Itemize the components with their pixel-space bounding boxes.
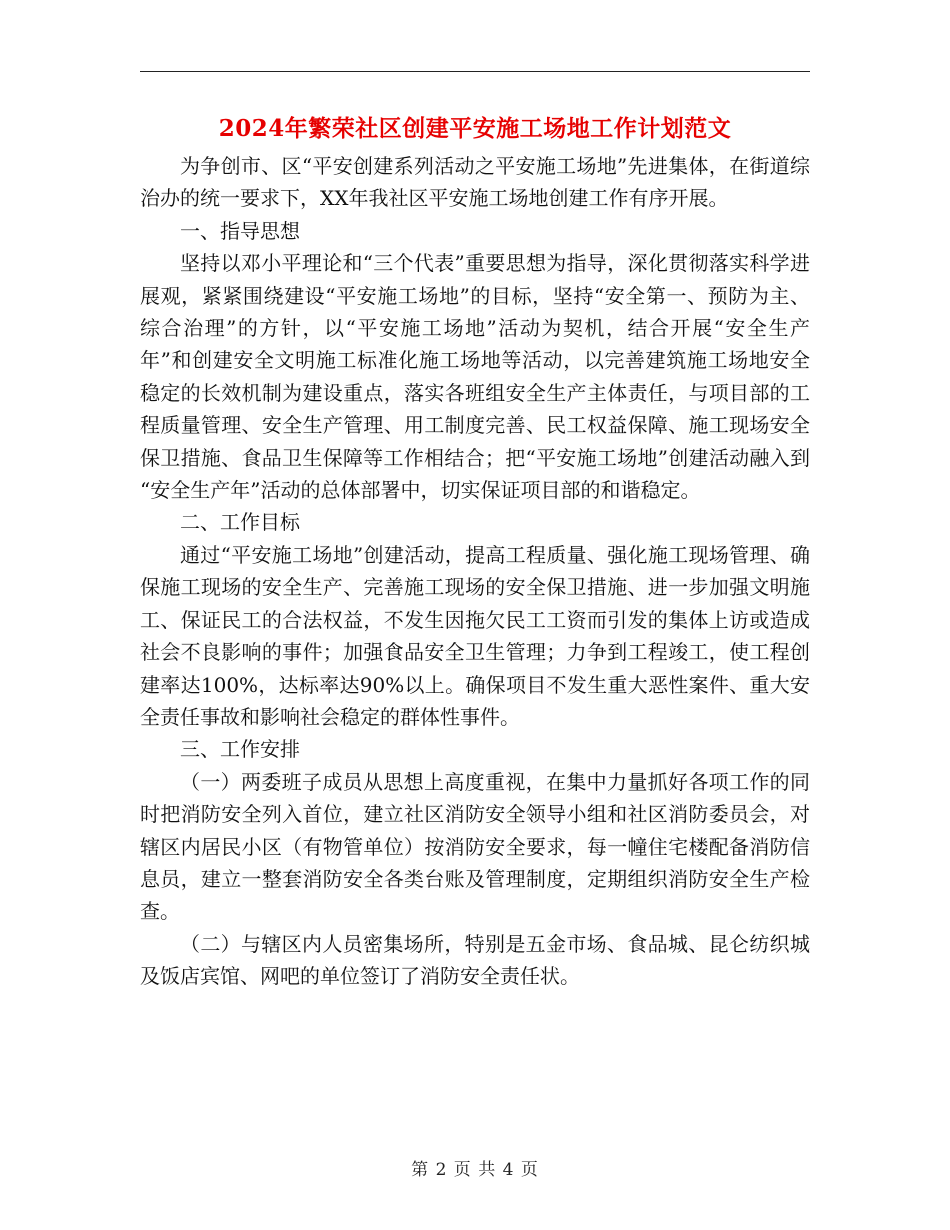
- paragraph-guiding-thought: 坚持以邓小平理论和“三个代表”重要思想为指导，深化贯彻落实科学进展观，紧紧围绕建设“平安施工场地”的目标，坚持“安全第一、预防为主、综合治理”的方针，以“平安施工场地”活动为契机，结合开展“安全生产年”和创建安全文明施工标准化施工场地等活动，以完善建筑施工场地安全稳定的长效机制为建设重点，落实各班组安全生产主体责任，与项目部的工程质量管理、安全生产管理、用工制度完善、民工权益保障、施工现场安全保卫措施、食品卫生保障等工作相结合；把“平安施工场地”创建活动融入到 “安全生产年”活动的总体部署中，切实保证项目部的和谐稳定。: [140, 251, 810, 503]
- paragraph-arrangement-1: （一）两委班子成员从思想上高度重视，在集中力量抓好各项工作的同时把消防安全列入首位，建立社区消防安全领导小组和社区消防委员会，对辖区内居民小区（有物管单位）按消防安全要求，每一幢住宅楼配备消防信息员，建立一整套消防安全各类台账及管理制度，定期组织消防安全生产检查。: [140, 769, 810, 924]
- heading-work-goals: 二、工作目标: [180, 510, 300, 535]
- paragraph-arrangement-2: （二）与辖区内人员密集场所，特别是五金市场、食品城、昆仑纺织城及饭店宾馆、网吧的单位签订了消防安全责任状。: [140, 931, 810, 989]
- header-rule: [140, 71, 810, 72]
- document-title: 2024年繁荣社区创建平安施工场地工作计划范文: [218, 115, 732, 142]
- paragraph-work-goals: 通过“平安施工场地”创建活动，提高工程质量、强化施工现场管理、确保施工现场的安全生产、完善施工现场的安全保卫措施、进一步加强文明施工、保证民工的合法权益，不发生因拖欠民工工资而引发的集体上访或造成社会不良影响的事件；加强食品安全卫生管理；力争到工程竣工，使工程创建率达100%，达标率达90%以上。确保项目不发生重大恶性案件、重大安全责任事故和影响社会稳定的群体性事件。: [140, 542, 810, 729]
- document-body: [140, 150, 810, 993]
- heading-guiding-thought: 一、指导思想: [180, 218, 300, 243]
- heading-work-arrangements: 三、工作安排: [180, 737, 300, 762]
- paragraph-intro: 为争创市、区“平安创建系列活动之平安施工场地”先进集体，在街道综治办的统一要求下，XX年我社区平安施工场地创建工作有序开展。: [140, 154, 810, 211]
- page-number: 第 2 页 共 4 页: [411, 1160, 539, 1180]
